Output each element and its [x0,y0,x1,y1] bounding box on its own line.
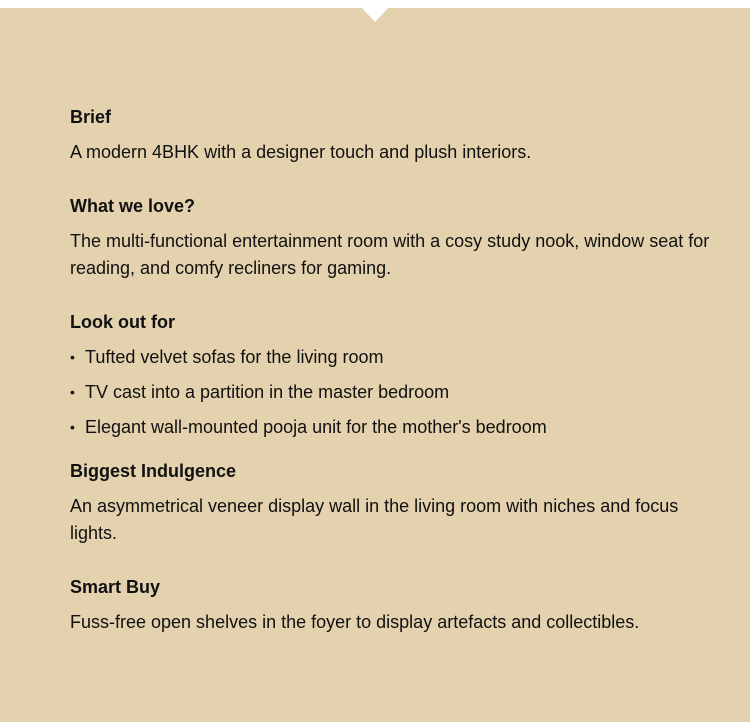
section-heading: Look out for [70,312,175,332]
section-heading: What we love? [70,196,196,216]
bullet-icon: • [70,384,75,400]
card-notch [362,8,388,22]
list-item-text: Tufted velvet sofas for the living room [85,347,384,367]
section-look-out-for [70,309,710,440]
card-content [70,104,710,663]
section-smart-buy [70,574,710,636]
section-heading: Brief [70,107,112,127]
section-body: An asymmetrical veneer display wall in the living room with niches and focus lights. [70,496,679,543]
bullet-icon: • [70,419,75,435]
list-item [70,379,710,405]
section-biggest-indulgence [70,458,710,547]
list-item-text: TV cast into a partition in the master bedroom [85,382,450,402]
section-body: The multi-functional entertainment room with a cosy study nook, window seat for reading, and comfy recliners for gaming. [70,231,710,278]
list-item [70,414,710,440]
section-what-we-love [70,193,710,282]
list-item-text: Elegant wall-mounted pooja unit for the mother's bedroom [85,417,547,437]
list-item [70,344,710,370]
section-heading: Biggest Indulgence [70,461,237,481]
section-brief [70,104,710,166]
bullet-list [70,344,710,440]
section-body: A modern 4BHK with a designer touch and plush interiors. [70,142,532,162]
bullet-icon: • [70,349,75,365]
section-body: Fuss-free open shelves in the foyer to display artefacts and collectibles. [70,612,640,632]
section-heading: Smart Buy [70,577,161,597]
